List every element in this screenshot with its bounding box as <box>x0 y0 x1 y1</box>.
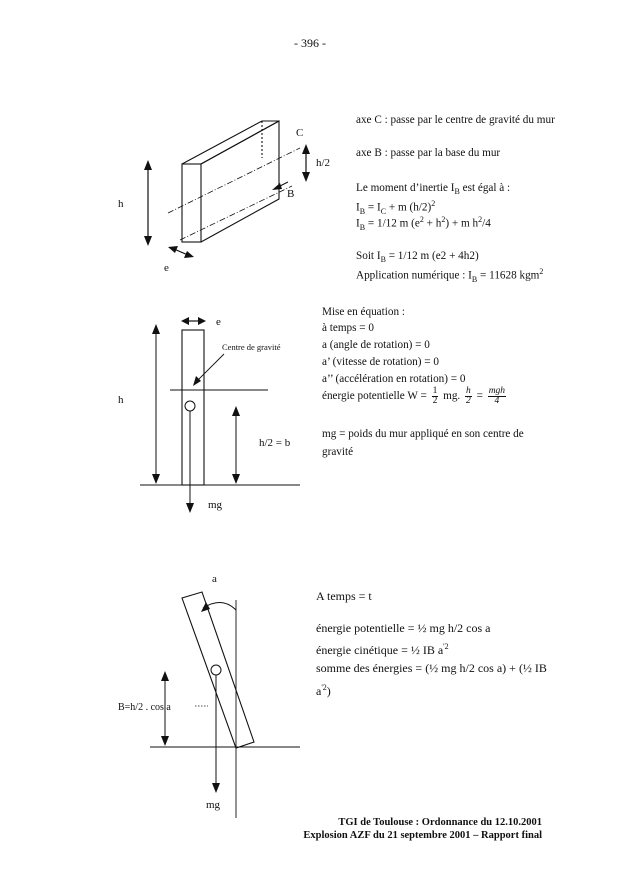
label-h2b: h/2 = b <box>259 437 291 449</box>
energie-potentielle-w: énergie potentielle W = $\frac{1}{2}$ mg. $\frac{h}{2}$ = $\frac{\text{mgh}}{4}$ <box>322 385 506 406</box>
temps-zero: à temps = 0 <box>322 322 374 334</box>
somme-energies: somme des énergies = (½ mg h/2 cos a) + (½ IB $a^{'2}$) <box>316 661 547 698</box>
fraction-half: $\frac{1}{2}$ <box>432 385 438 406</box>
axe-c-text: axe C : passe par le centre de gravité du mur <box>356 114 555 126</box>
label-centre-gravite: Centre de gravité <box>222 342 281 352</box>
label-a: a <box>212 573 217 585</box>
label-e: e <box>164 262 169 274</box>
application-numerique: Application numérique : $I_B = 11628$ kgm$^2$ <box>356 267 544 284</box>
centre-gravite-tilted <box>211 665 221 675</box>
mg-definition: mg = poids du mur appliqué en son centre de gravité <box>322 428 524 458</box>
label-b-cos: B=h/2 . cos a <box>118 702 171 713</box>
axe-b-text: axe B : passe par la base du mur <box>356 147 501 159</box>
footer-line-1: TGI de Toulouse : Ordonnance du 12.10.2001 <box>338 817 542 828</box>
formula-soit: Soit $I_B = 1/12$ m (e2 + 4h2) <box>356 250 479 265</box>
footer-line-2: Explosion AZF du 21 septembre 2001 – Rapport final <box>303 830 542 841</box>
fraction-mgh-quarter: $\frac{\text{mgh}}{4}$ <box>488 385 506 406</box>
label-mg-t: mg <box>206 799 221 811</box>
mise-en-equation: Mise en équation : <box>322 306 405 318</box>
acceleration-rotation: a’’ (accélération en rotation) = 0 <box>322 373 466 385</box>
label-e2: e <box>216 316 221 328</box>
energie-cinetique: énergie cinétique = ½ IB $a^{'2}$ <box>316 642 449 657</box>
page-number: - 396 - <box>294 36 326 50</box>
footer <box>303 816 542 842</box>
label-h2-left: h <box>118 394 124 406</box>
label-h2: h/2 <box>316 157 331 169</box>
formula-ib-2: $I_B = 1/12$ m $(e^2 + h^2) + m$ $h^2/4$ <box>356 215 491 232</box>
label-mg-t0: mg <box>208 499 223 511</box>
fraction-h-half: $\frac{h}{2}$ <box>466 385 471 406</box>
vitesse-rotation: a’ (vitesse de rotation) = 0 <box>322 356 440 368</box>
temps-t: A temps = t <box>316 589 372 603</box>
formula-ib-1: $I_B = I_C + m$ $(h/2)^2$ <box>356 199 436 216</box>
moment-inertie-text: Le moment d’inertie $I_B$ est égal à : <box>356 182 511 197</box>
label-h: h <box>118 198 124 210</box>
angle-rotation: a (angle de rotation) = 0 <box>322 339 430 351</box>
energie-potentielle-t: énergie potentielle = ½ mg h/2 cos a <box>316 621 491 635</box>
label-c: C <box>296 127 304 139</box>
label-b: B <box>287 188 295 200</box>
